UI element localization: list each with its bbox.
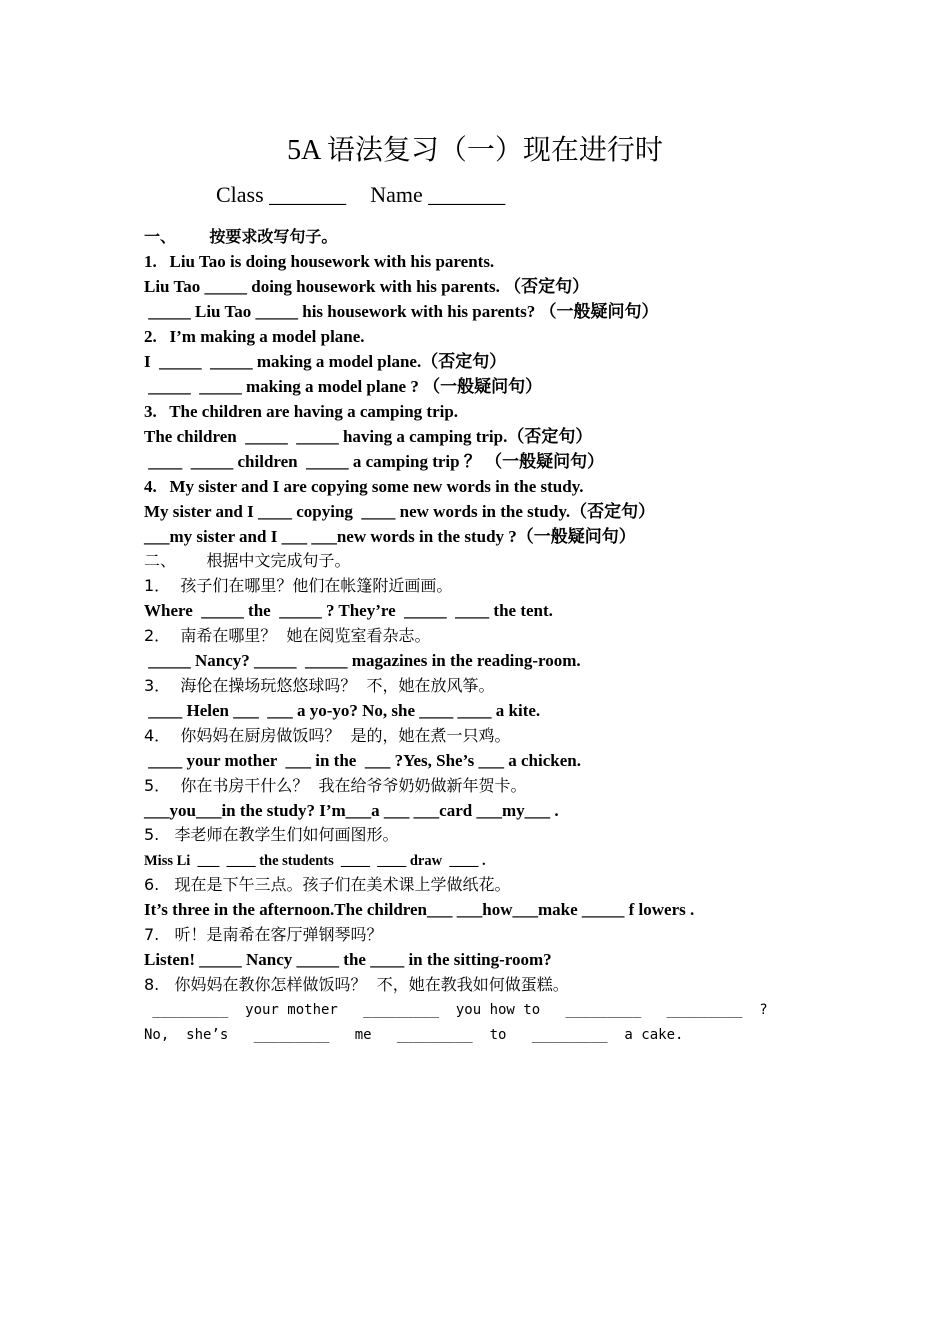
answer-line: It’s three in the afternoon.The children___ ___how___make _____ f lowers . bbox=[144, 900, 695, 919]
class-name-line bbox=[216, 182, 505, 208]
section-heading-2: 二、 根据中文完成句子。 bbox=[144, 551, 351, 570]
question-prompt: 2． 南希在哪里？ 她在阅览室看杂志。 bbox=[144, 626, 431, 645]
section-heading-1: 一、 按要求改写句子。 bbox=[144, 227, 338, 246]
answer-line: ____ your mother ___ in the ___ ?Yes, She’s ___ a chicken. bbox=[144, 751, 581, 770]
question-line: 2. I’m making a model plane. bbox=[144, 327, 365, 346]
question-line: The children _____ _____ having a camping trip.（否定句） bbox=[144, 427, 593, 446]
answer-line: Where _____ the _____ ? They’re _____ ____ the tent. bbox=[144, 601, 553, 620]
question-prompt: 7. 听！是南希在客厅弹钢琴吗？ bbox=[144, 925, 383, 944]
question-prompt: 3． 海伦在操场玩悠悠球吗？ 不，她在放风筝。 bbox=[144, 676, 495, 695]
question-line: 3. The children are having a camping trip. bbox=[144, 402, 459, 421]
question-line: 1. Liu Tao is doing housework with his parents. bbox=[144, 252, 495, 271]
question-prompt: 5. 李老师在教学生们如何画图形。 bbox=[144, 825, 399, 844]
answer-line: ___you___in the study? I’m___a ___ ___card ___my___ . bbox=[144, 801, 559, 820]
question-line: ___my sister and I ___ ___new words in the study ?（一般疑问句） bbox=[144, 527, 636, 546]
answer-line: Listen! _____ Nancy _____ the ____ in the sitting-room? bbox=[144, 950, 552, 969]
answer-line: Miss Li ___ ____ the students ____ ____ draw ____ . bbox=[144, 853, 486, 869]
question-line: _____ Liu Tao _____ his housework with his parents? （一般疑问句） bbox=[144, 302, 659, 321]
question-prompt: 1． 孩子们在哪里？他们在帐篷附近画画。 bbox=[144, 576, 453, 595]
question-prompt: 6. 现在是下午三点。孩子们在美术课上学做纸花。 bbox=[144, 875, 511, 894]
question-line: My sister and I ____ copying ____ new words in the study.（否定句） bbox=[144, 502, 656, 521]
answer-line: _____ Nancy? _____ _____ magazines in the reading-room. bbox=[144, 651, 581, 670]
question-line: 4. My sister and I are copying some new words in the study. bbox=[144, 477, 584, 496]
question-prompt: 5． 你在书房干什么？ 我在给爷爷奶奶做新年贺卡。 bbox=[144, 776, 527, 795]
question-line: ____ _____ children _____ a camping trip ？ （一般疑问句） bbox=[144, 452, 605, 471]
question-line: Liu Tao _____ doing housework with his parents. （否定句） bbox=[144, 277, 590, 296]
question-line: _____ _____ making a model plane ? （一般疑问句） bbox=[144, 377, 543, 396]
class-field: Class _______ bbox=[216, 182, 347, 207]
answer-line: ____ Helen ___ ___ a yo-yo? No, she ____ ____ a kite. bbox=[144, 701, 541, 720]
question-prompt: 4． 你妈妈在厨房做饭吗？ 是的，她在煮一只鸡。 bbox=[144, 726, 511, 745]
question-prompt: 8. 你妈妈在教你怎样做饭吗？ 不，她在教我如何做蛋糕。 bbox=[144, 975, 569, 994]
question-line: I _____ _____ making a model plane.（否定句） bbox=[144, 352, 507, 371]
answer-line: No, she’s _________ me _________ to _________ a cake. bbox=[144, 1027, 684, 1043]
answer-line: _________ your mother _________ you how to _________ _________ ? bbox=[144, 1002, 768, 1018]
page-title: 5A 语法复习（一）现在进行时 bbox=[287, 135, 663, 166]
name-field: Name _______ bbox=[370, 182, 506, 207]
